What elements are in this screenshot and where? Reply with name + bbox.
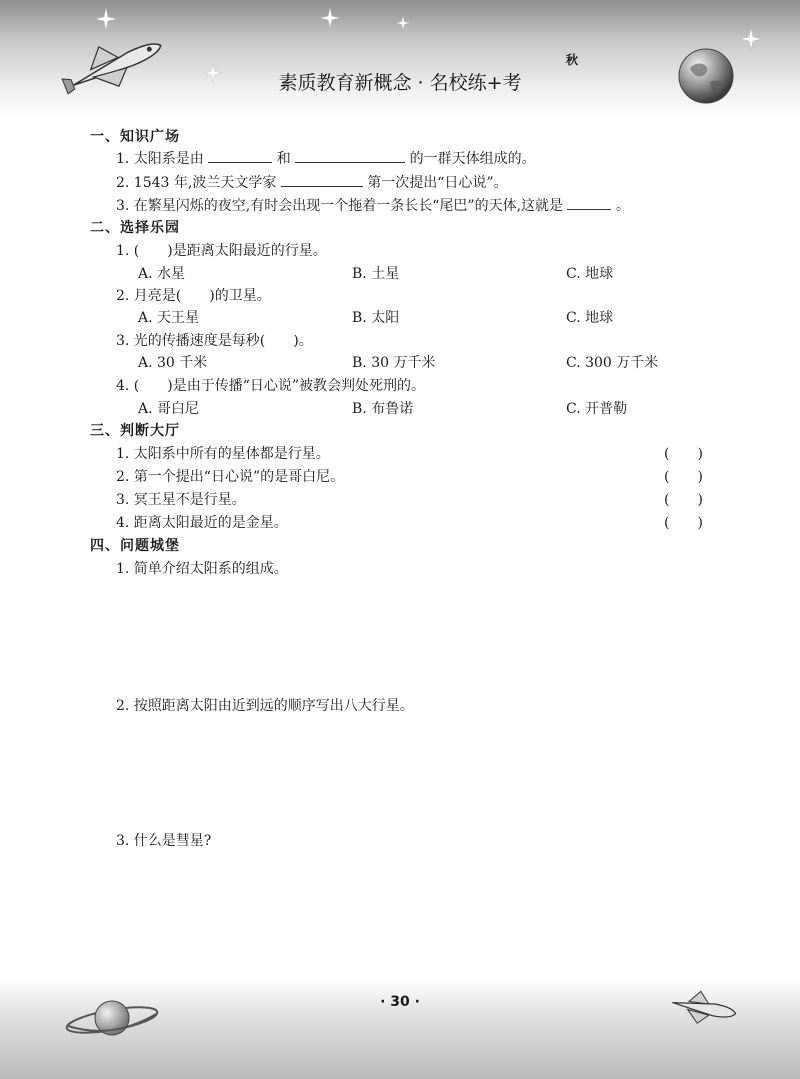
season-label: 秋	[566, 53, 579, 67]
choice-option[interactable]: B. 土星	[352, 266, 400, 282]
answer-blank[interactable]	[281, 172, 363, 187]
choice-question-1: 1. ( )是距离太阳最近的行星。	[116, 243, 327, 259]
choice-question-4: 4. ( )是由于传播“日心说”被教会判处死刑的。	[116, 378, 426, 394]
choice-option[interactable]: B. 布鲁诺	[352, 401, 414, 417]
open-question: 3. 什么是彗星?	[116, 833, 212, 849]
page-title: 素质教育新概念 · 名校练+考	[278, 72, 522, 94]
sparkle-star-icon	[740, 28, 762, 50]
section-heading-questions: 四、问题城堡	[90, 538, 180, 554]
choice-option[interactable]: C. 300 万千米	[566, 355, 659, 371]
page-number: · 30 ·	[380, 994, 420, 1010]
fill-question-3	[116, 195, 630, 215]
fill-question-1	[116, 148, 536, 168]
choice-option[interactable]: A. 天王星	[138, 310, 200, 326]
space-shuttle-small-icon	[668, 988, 738, 1028]
choice-question-3: 3. 光的传播速度是每秒( )。	[116, 333, 313, 349]
choice-option[interactable]: B. 太阳	[352, 310, 400, 326]
judge-item: 1. 太阳系中所有的星体都是行星。	[116, 446, 330, 462]
ringed-planet-icon	[62, 990, 162, 1046]
judge-item: 3. 冥王星不是行星。	[116, 492, 246, 508]
choice-option[interactable]: A. 30 千米	[138, 355, 208, 371]
choice-option[interactable]: C. 开普勒	[566, 401, 628, 417]
question-text: 第一次提出“日心说”。	[367, 175, 508, 191]
judge-answer-parens[interactable]: ( )	[664, 515, 703, 531]
section-heading-choice: 二、选择乐园	[90, 220, 180, 236]
open-question: 1. 简单介绍太阳系的组成。	[116, 561, 288, 577]
section-heading-judge: 三、判断大厅	[90, 423, 180, 439]
question-text: 的一群天体组成的。	[409, 151, 536, 167]
question-text: 和	[276, 151, 291, 167]
sparkle-star-icon	[320, 8, 340, 28]
sparkle-star-icon	[396, 16, 410, 30]
answer-blank[interactable]	[295, 148, 405, 163]
question-text: 2. 1543 年,波兰天文学家	[116, 175, 277, 191]
judge-answer-parens[interactable]: ( )	[664, 469, 703, 485]
judge-answer-parens[interactable]: ( )	[664, 446, 703, 462]
judge-answer-parens[interactable]: ( )	[664, 492, 703, 508]
judge-item: 2. 第一个提出“日心说”的是哥白尼。	[116, 469, 345, 485]
open-question: 2. 按照距离太阳由近到远的顺序写出八大行星。	[116, 698, 414, 714]
fill-question-2	[116, 172, 508, 192]
sparkle-star-icon	[95, 8, 117, 30]
choice-option[interactable]: A. 哥白尼	[138, 401, 200, 417]
answer-blank[interactable]	[567, 195, 611, 210]
choice-question-2: 2. 月亮是( )的卫星。	[116, 288, 271, 304]
choice-option[interactable]: C. 地球	[566, 266, 614, 282]
choice-option[interactable]: C. 地球	[566, 310, 614, 326]
question-text: 。	[615, 198, 630, 214]
answer-blank[interactable]	[208, 148, 272, 163]
judge-item: 4. 距离太阳最近的是金星。	[116, 515, 288, 531]
choice-option[interactable]: B. 30 万千米	[352, 355, 436, 371]
question-text: 3. 在繁星闪烁的夜空,有时会出现一个拖着一条长长“尾巴”的天体,这就是	[116, 198, 564, 214]
question-text: 1. 太阳系是由	[116, 151, 204, 167]
section-heading-knowledge: 一、知识广场	[90, 129, 180, 145]
choice-option[interactable]: A. 水星	[138, 266, 186, 282]
